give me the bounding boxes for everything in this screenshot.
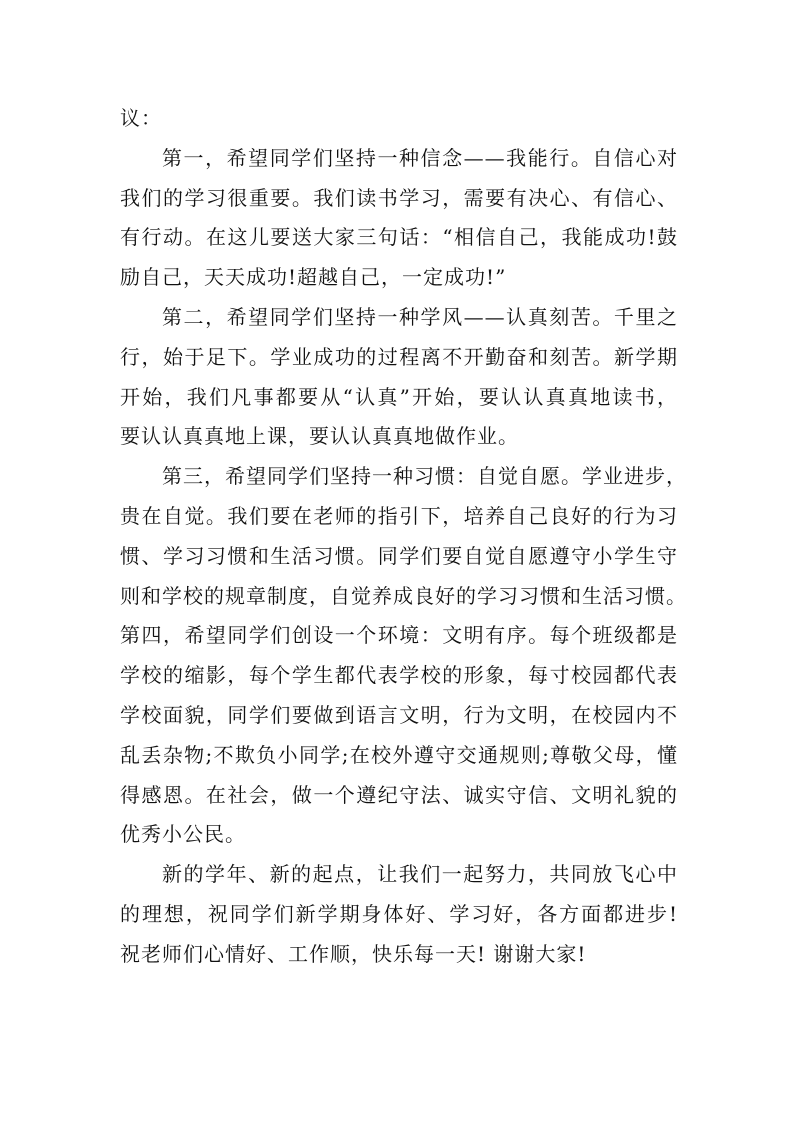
text-line: 学校的缩影，每个学生都代表学校的形象，每寸校园都代表: [120, 663, 678, 688]
text-line: 要认认真真地上课，要认认真真地做作业。: [120, 424, 519, 449]
text-line: 优秀小公民。: [120, 822, 246, 847]
text-line: 惯、学习习惯和生活习惯。同学们要自觉自愿遵守小学生守: [120, 543, 678, 568]
text-line: 有行动。在这儿要送大家三句话：“相信自己，我能成功!鼓: [120, 225, 678, 250]
text-line: 议：: [120, 106, 162, 130]
text-line: 新的学年、新的起点，让我们一起努力，共同放飞心中: [162, 862, 678, 887]
text-line: 行，始于足下。学业成功的过程离不开勤奋和刻苦。新学期: [120, 344, 678, 369]
text-line: 贵在自觉。我们要在老师的指引下，培养自己良好的行为习: [120, 504, 678, 528]
text-line: 祝老师们心情好、工作顺，快乐每一天! 谢谢大家!: [120, 941, 587, 966]
text-line: 第四，希望同学们创设一个环境：文明有序。每个班级都是: [120, 623, 678, 648]
text-line: 第三，希望同学们坚持一种习惯：自觉自愿。学业进步，: [162, 464, 687, 489]
text-line: 我们的学习很重要。我们读书学习，需要有决心、有信心、: [120, 185, 678, 210]
text-line: 励自己，天天成功!超越自己，一定成功!”: [120, 265, 507, 290]
text-line: 学校面貌，同学们要做到语言文明，行为文明，在校园内不: [120, 703, 678, 727]
text-line: 乱丢杂物;不欺负小同学;在校外遵守交通规则;尊敬父母，懂: [120, 742, 678, 767]
text-line: 则和学校的规章制度，自觉养成良好的学习习惯和生活习惯。: [120, 583, 687, 608]
text-line: 第二，希望同学们坚持一种学风——认真刻苦。千里之: [162, 305, 678, 329]
text-line: 得感恩。在社会，做一个遵纪守法、诚实守信、文明礼貌的: [120, 782, 678, 807]
text-line: 的理想，祝同学们新学期身体好、学习好，各方面都进步!: [120, 902, 678, 926]
text-line: 第一，希望同学们坚持一种信念——我能行。自信心对: [162, 145, 678, 170]
text-line: 开始，我们凡事都要从“认真”开始，要认认真真地读书，: [120, 384, 678, 409]
